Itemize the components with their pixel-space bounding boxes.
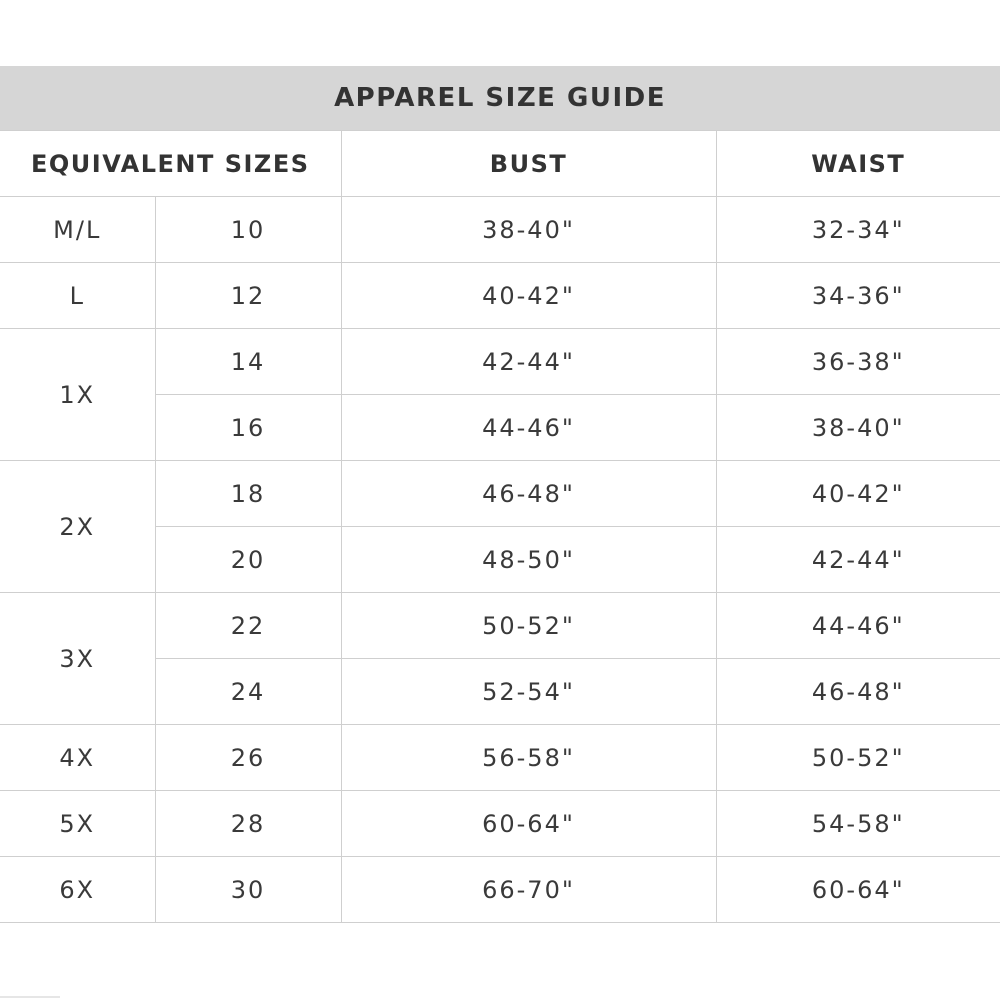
numeric-size-cell: 30 [155,857,341,923]
divider [0,996,60,998]
letter-size-cell: M/L [0,197,155,263]
bust-cell: 40-42" [341,263,716,329]
size-guide-table [0,66,1000,923]
table-row [0,197,1000,263]
letter-size-cell: L [0,263,155,329]
numeric-size-cell: 10 [155,197,341,263]
waist-cell: 42-44" [716,527,1000,593]
bust-cell: 44-46" [341,395,716,461]
table-row [0,461,1000,527]
numeric-size-cell: 22 [155,593,341,659]
waist-cell: 46-48" [716,659,1000,725]
table-row [0,791,1000,857]
bust-cell: 42-44" [341,329,716,395]
header-equivalent-sizes: EQUIVALENT SIZES [0,131,341,197]
numeric-size-cell: 18 [155,461,341,527]
numeric-size-cell: 12 [155,263,341,329]
table-row [0,263,1000,329]
table-title: APPAREL SIZE GUIDE [0,66,1000,131]
bust-cell: 50-52" [341,593,716,659]
letter-size-cell: 5X [0,791,155,857]
bust-cell: 66-70" [341,857,716,923]
waist-cell: 44-46" [716,593,1000,659]
numeric-size-cell: 24 [155,659,341,725]
numeric-size-cell: 26 [155,725,341,791]
waist-cell: 34-36" [716,263,1000,329]
bust-cell: 52-54" [341,659,716,725]
table-row [0,329,1000,395]
bust-cell: 38-40" [341,197,716,263]
letter-size-cell: 6X [0,857,155,923]
waist-cell: 32-34" [716,197,1000,263]
header-bust: BUST [341,131,716,197]
numeric-size-cell: 16 [155,395,341,461]
bust-cell: 56-58" [341,725,716,791]
table-row [0,725,1000,791]
table-row [0,857,1000,923]
letter-size-cell: 4X [0,725,155,791]
waist-cell: 50-52" [716,725,1000,791]
bust-cell: 46-48" [341,461,716,527]
numeric-size-cell: 28 [155,791,341,857]
bust-cell: 48-50" [341,527,716,593]
waist-cell: 54-58" [716,791,1000,857]
bust-cell: 60-64" [341,791,716,857]
numeric-size-cell: 20 [155,527,341,593]
waist-cell: 36-38" [716,329,1000,395]
waist-cell: 38-40" [716,395,1000,461]
header-waist: WAIST [716,131,1000,197]
waist-cell: 40-42" [716,461,1000,527]
waist-cell: 60-64" [716,857,1000,923]
letter-size-cell: 2X [0,461,155,593]
numeric-size-cell: 14 [155,329,341,395]
table-row [0,593,1000,659]
letter-size-cell: 1X [0,329,155,461]
letter-size-cell: 3X [0,593,155,725]
